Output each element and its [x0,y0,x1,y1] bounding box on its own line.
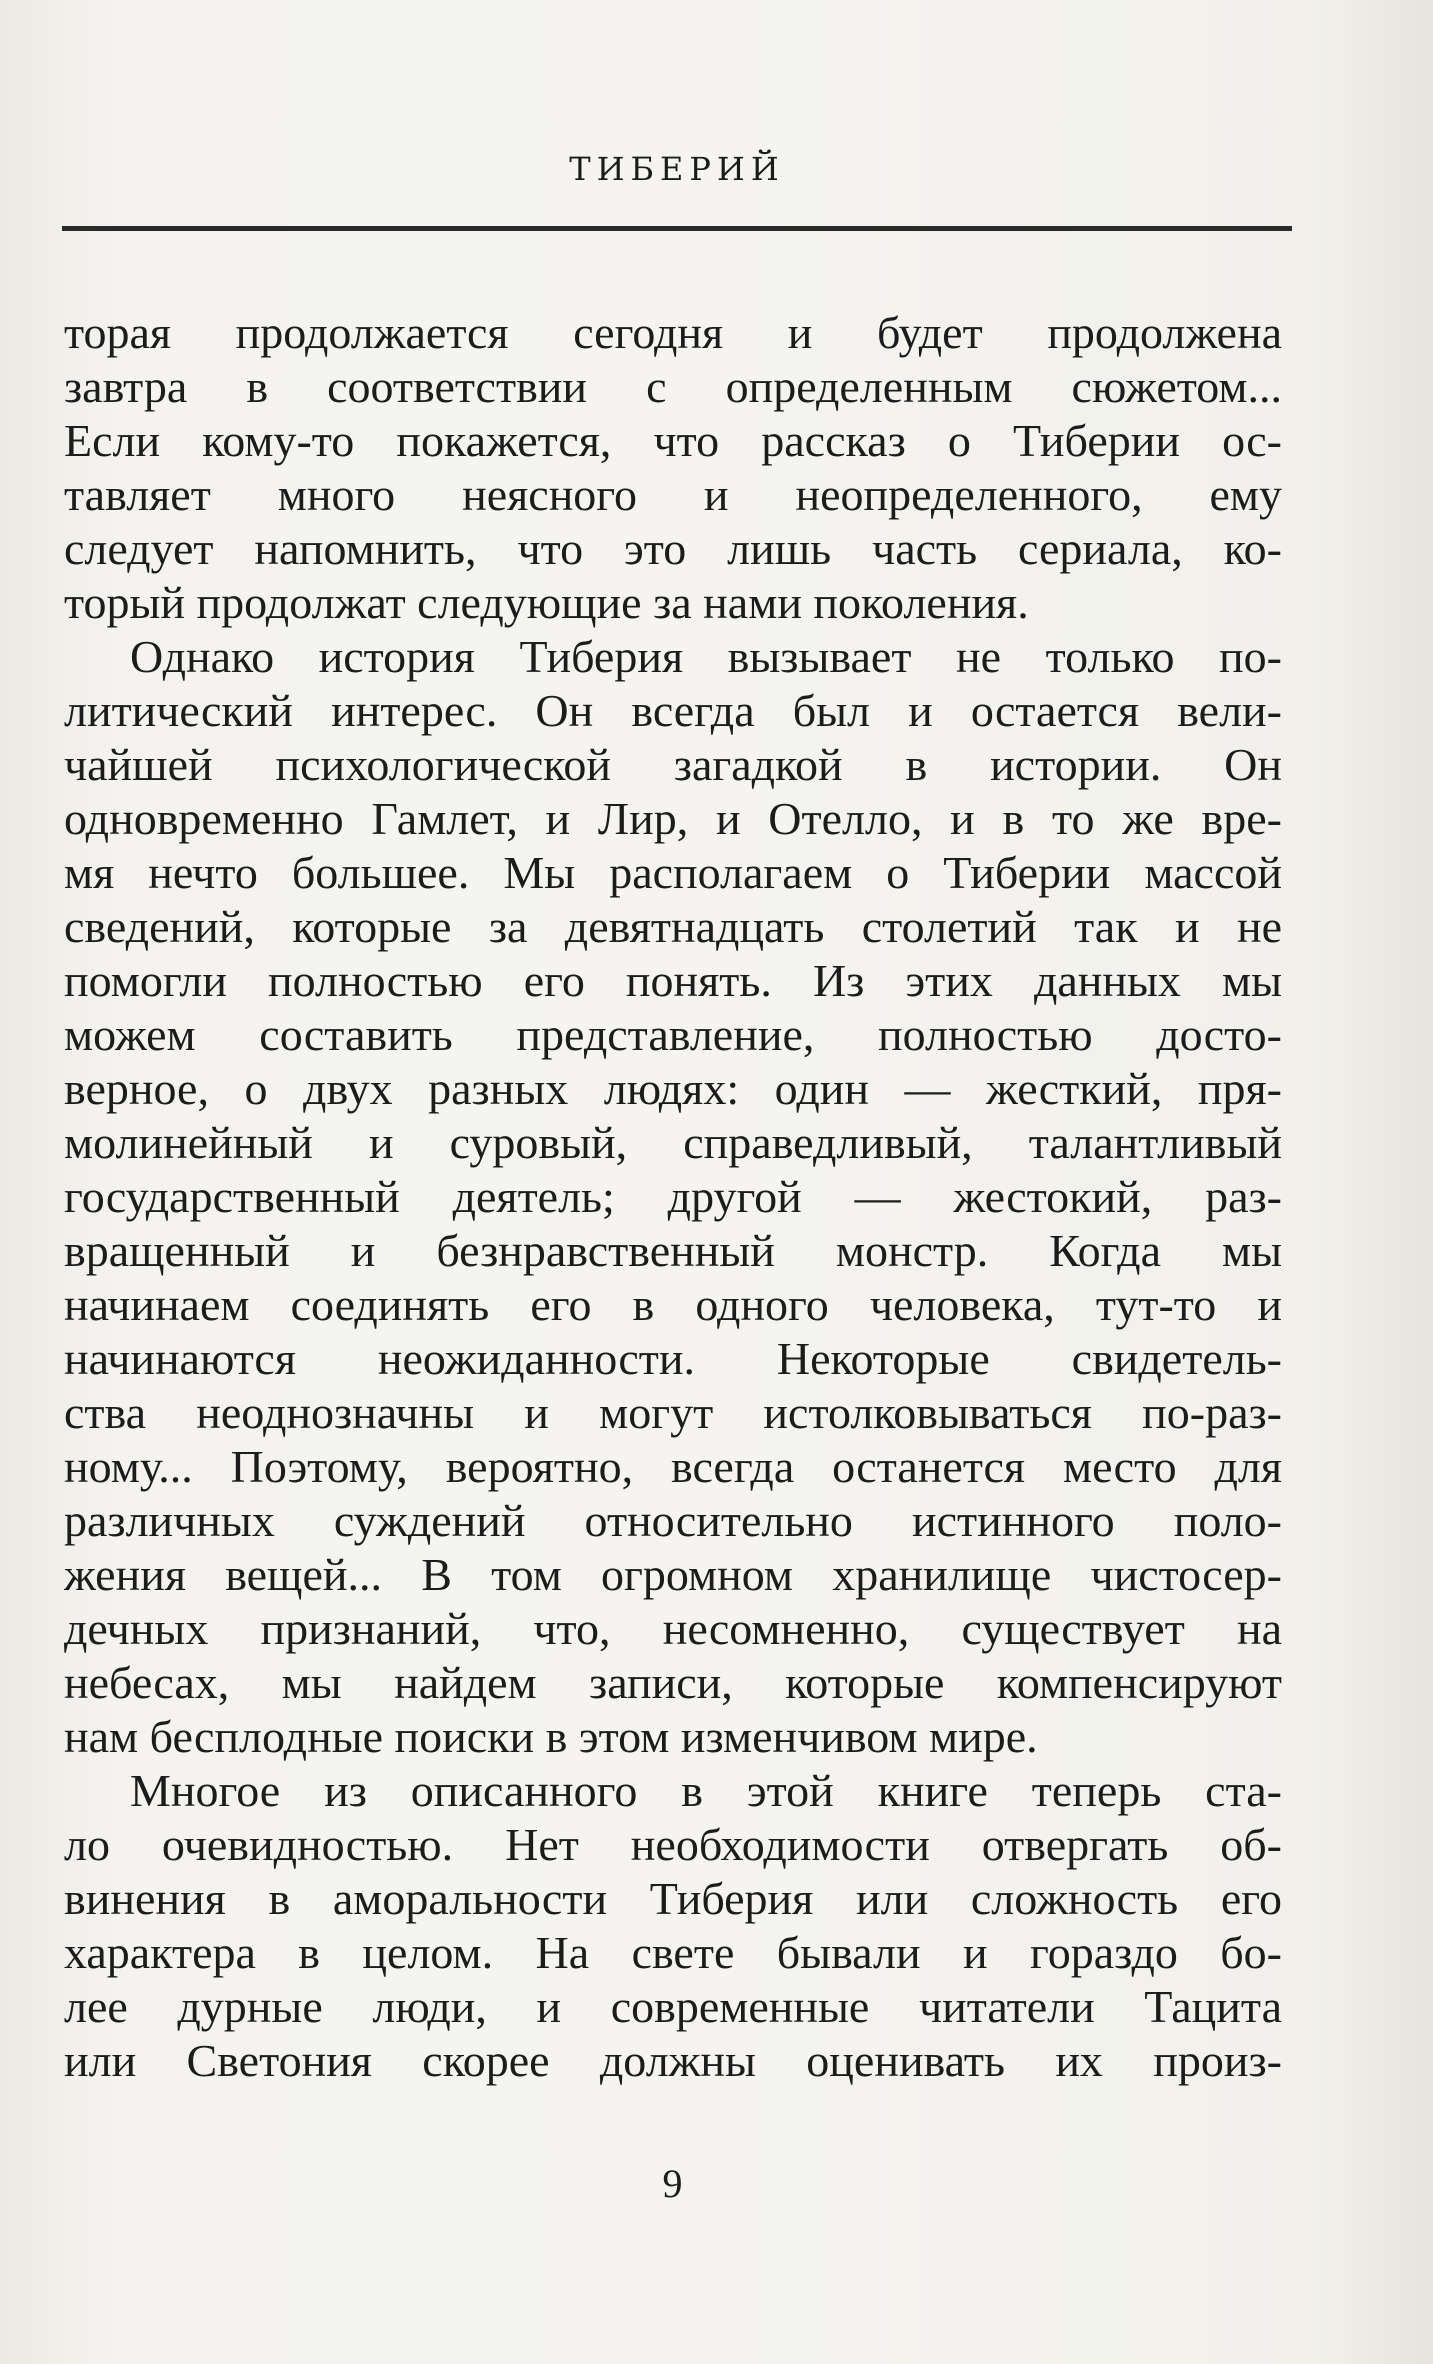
text-line: ло очевидностью. Нет необходимости отвергать об- [64,1819,1282,1870]
text-line: чайшей психологической загадкой в истории. Он [64,739,1282,790]
text-line: Многое из описанного в этой книге теперь ста- [130,1765,1282,1816]
text-line: начинаются неожиданности. Некоторые свидетель- [64,1333,1282,1384]
text-line: сведений, которые за девятнадцать столетий так и не [64,901,1282,952]
text-line: государственный деятель; другой — жестокий, раз- [64,1171,1282,1222]
text-line: различных суждений относительно истинного поло- [64,1495,1282,1546]
text-line: мя нечто большее. Мы располагаем о Тиберии массой [64,847,1282,898]
text-line: ному... Поэтому, вероятно, всегда останется место для [64,1441,1282,1492]
text-line: ства неоднозначны и могут истолковываться по-раз- [64,1387,1282,1438]
header-rule [62,226,1292,231]
text-line: молинейный и суровый, справедливый, талантливый [64,1117,1282,1168]
text-line: вращенный и безнравственный монстр. Когда мы [64,1225,1282,1276]
text-line: тавляет много неясного и неопределенного, ему [64,469,1282,520]
text-line: следует напомнить, что это лишь часть сериала, ко- [64,523,1282,574]
text-line: нам бесплодные поиски в этом изменчивом мире. [64,1711,1038,1762]
text-line: Однако история Тиберия вызывает не только по- [130,631,1282,682]
text-line: небесах, мы найдем записи, которые компенсируют [64,1657,1282,1708]
paragraph [64,306,1282,630]
text-line: можем составить представление, полностью досто- [64,1009,1282,1060]
text-line: дечных признаний, что, несомненно, существует на [64,1603,1282,1654]
text-line: верное, о двух разных людях: один — жесткий, пря- [64,1063,1282,1114]
text-line: жения вещей... В том огромном хранилище чистосер- [64,1549,1282,1600]
body-text [64,306,1282,2088]
page-number: 9 [662,2161,683,2206]
text-line: одновременно Гамлет, и Лир, и Отелло, и в то же вре- [64,793,1282,844]
text-line: винения в аморальности Тиберия или сложность его [64,1873,1282,1924]
paragraph [64,1764,1282,2088]
paragraph [64,630,1282,1764]
text-line: характера в целом. На свете бывали и гораздо бо- [64,1927,1282,1978]
text-line: торая продолжается сегодня и будет продолжена [64,307,1282,358]
running-head: ТИБЕРИЙ [569,150,785,188]
text-line: Если кому-то покажется, что рассказ о Тиберии ос- [64,415,1282,466]
text-line: или Светония скорее должны оценивать их произ- [64,2035,1282,2086]
text-line: литический интерес. Он всегда был и остается вели- [64,685,1282,736]
text-line: лее дурные люди, и современные читатели Тацита [64,1981,1282,2032]
text-line: начинаем соединять его в одного человека, тут-то и [64,1279,1282,1330]
text-line: завтра в соответствии с определенным сюжетом... [64,361,1282,412]
text-line: торый продолжат следующие за нами поколения. [64,577,1029,628]
text-line: помогли полностью его понять. Из этих данных мы [64,955,1282,1006]
